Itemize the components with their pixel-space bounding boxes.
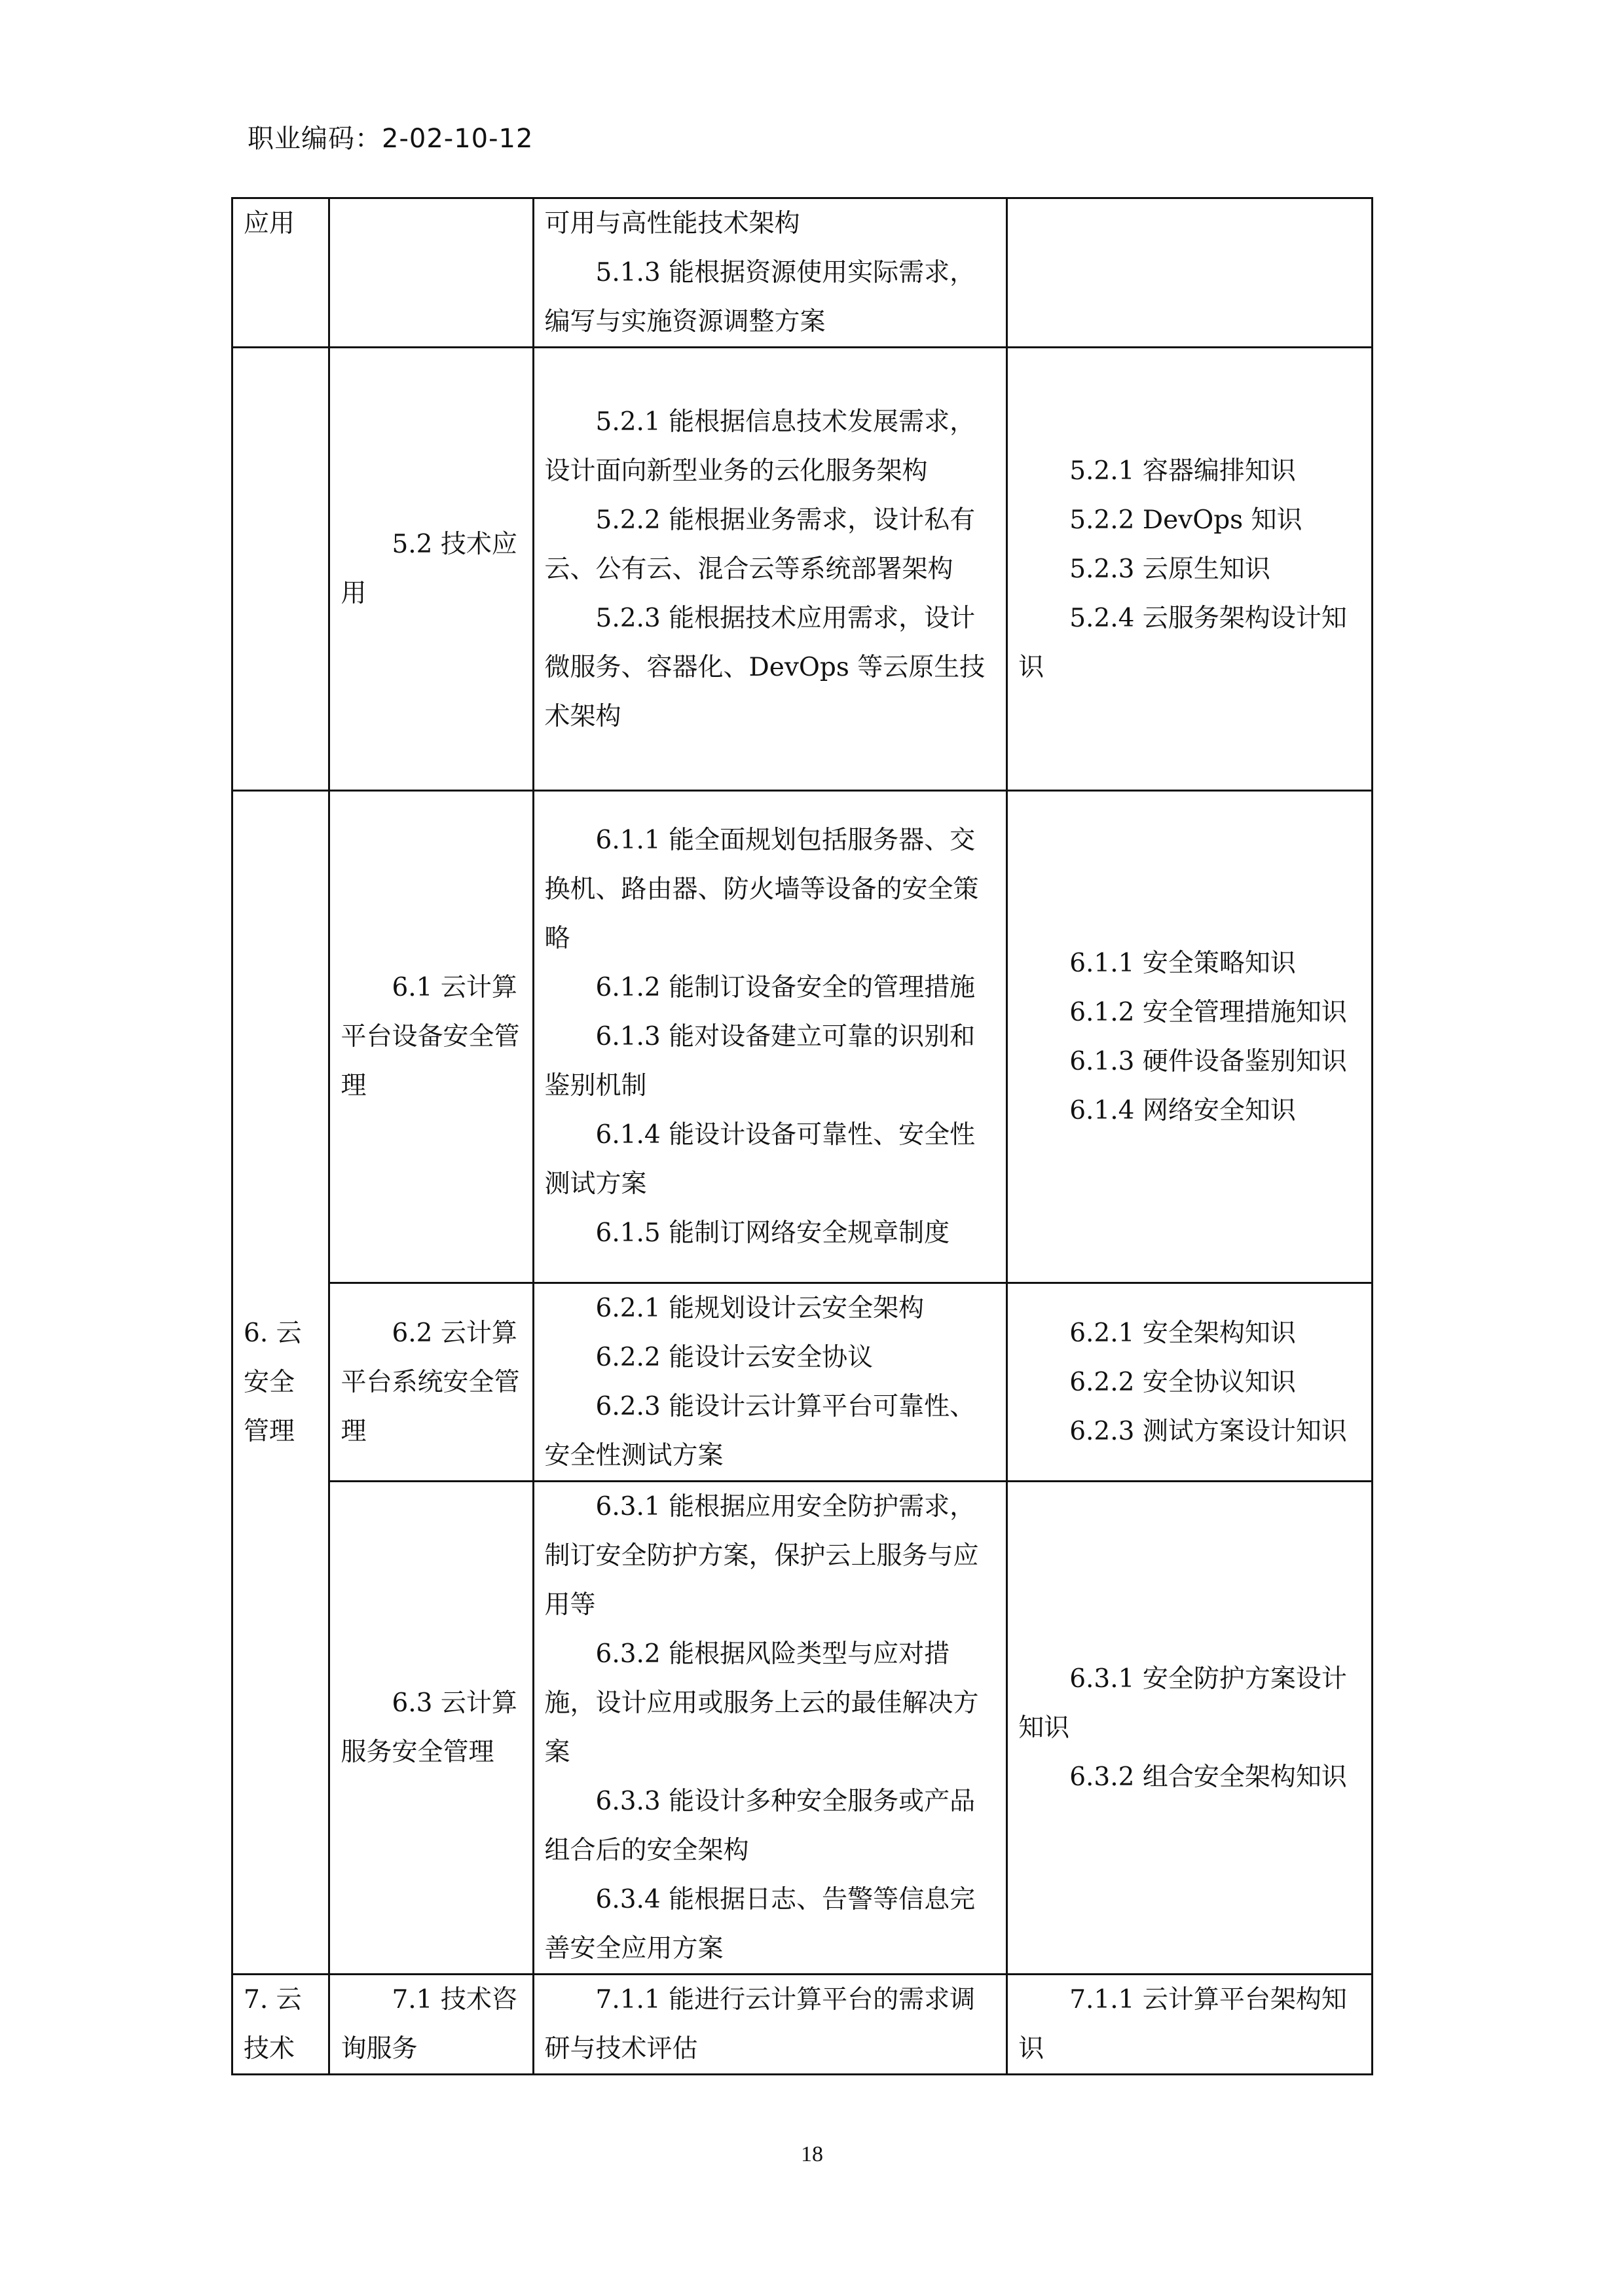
skill-item: 6.1.2 能制订设备安全的管理措施 — [595, 973, 976, 1002]
skill-item: 6.3.3 能设计多种安全服务或产品组合后的安全架构 — [544, 1787, 976, 1865]
knowledge-item: 5.2.4 云服务架构设计知识 — [1018, 603, 1347, 682]
knowledge-item: 5.2.2 DevOps 知识 — [1069, 505, 1302, 535]
work-content-cell — [329, 1482, 533, 1975]
knowledge-cell — [1007, 791, 1373, 1283]
table-row — [232, 348, 1373, 791]
knowledge-item: 5.2.1 容器编排知识 — [1069, 456, 1296, 486]
job-function-cell — [232, 791, 329, 1975]
work-content-label: 6.2 云计算平台系统安全管理 — [341, 1318, 520, 1446]
knowledge-item: 6.2.3 测试方案设计知识 — [1069, 1416, 1347, 1446]
job-function-cell — [232, 348, 329, 791]
skill-item: 7.1.1 能进行云计算平台的需求调研与技术评估 — [544, 1985, 976, 2064]
job-function-label: 6. 云安全管理 — [244, 1319, 302, 1446]
skill-item: 6.3.2 能根据风险类型与应对措施，设计应用或服务上云的最佳解决方案 — [544, 1639, 979, 1767]
knowledge-item: 5.2.3 云原生知识 — [1069, 554, 1270, 584]
table-row — [232, 791, 1373, 1283]
skill-item: 6.1.5 能制订网络安全规章制度 — [595, 1218, 950, 1248]
work-content-cell — [329, 348, 533, 791]
skill-requirements-cell — [533, 1482, 1007, 1975]
table-row — [232, 1283, 1373, 1482]
knowledge-item: 6.1.1 安全策略知识 — [1069, 948, 1296, 978]
knowledge-item: 6.1.4 网络安全知识 — [1069, 1095, 1296, 1125]
skill-item: 5.2.3 能根据技术应用需求，设计微服务、容器化、DevOps 等云原生技术架构 — [544, 603, 986, 731]
table-row — [232, 1975, 1373, 2075]
knowledge-item: 6.1.3 硬件设备鉴别知识 — [1069, 1046, 1347, 1076]
knowledge-cell — [1007, 198, 1373, 348]
work-content-label: 6.3 云计算服务安全管理 — [341, 1688, 517, 1767]
knowledge-item: 6.1.2 安全管理措施知识 — [1069, 997, 1347, 1027]
skill-item: 6.3.4 能根据日志、告警等信息完善安全应用方案 — [544, 1885, 976, 1963]
skill-item: 6.2.1 能规划设计云安全架构 — [595, 1294, 925, 1323]
work-content-cell — [329, 198, 533, 348]
knowledge-item: 6.3.1 安全防护方案设计知识 — [1018, 1664, 1347, 1743]
skill-item: 5.2.2 能根据业务需求，设计私有云、公有云、混合云等系统部署架构 — [544, 505, 976, 584]
skill-requirements-cell — [533, 1283, 1007, 1482]
work-content-cell — [329, 791, 533, 1283]
knowledge-item: 6.2.2 安全协议知识 — [1069, 1367, 1296, 1397]
skill-item: 6.2.3 能设计云计算平台可靠性、安全性测试方案 — [544, 1392, 976, 1470]
skill-item: 6.2.2 能设计云安全协议 — [595, 1343, 874, 1372]
skill-requirements-cell — [533, 348, 1007, 791]
skill-item: 5.2.1 能根据信息技术发展需求，设计面向新型业务的云化服务架构 — [544, 407, 976, 486]
knowledge-cell — [1007, 348, 1373, 791]
skill-item: 可用与高性能技术架构 — [544, 209, 800, 238]
job-function-label: 7. 云技术 — [244, 1985, 302, 2064]
skill-item: 6.3.1 能根据应用安全防护需求，制订安全防护方案，保护云上服务与应用等 — [544, 1492, 979, 1620]
work-content-cell — [329, 1975, 533, 2075]
skill-requirements-cell — [533, 1975, 1007, 2075]
table-row — [232, 198, 1373, 348]
work-content-label: 6.1 云计算平台设备安全管理 — [341, 973, 520, 1101]
job-function-cell — [232, 198, 329, 348]
knowledge-item: 6.3.2 组合安全架构知识 — [1069, 1762, 1347, 1792]
knowledge-item: 6.2.1 安全架构知识 — [1069, 1318, 1296, 1348]
job-function-label: 应用 — [244, 209, 295, 238]
work-content-label: 5.2 技术应用 — [341, 530, 517, 608]
table-row — [232, 1482, 1373, 1975]
skill-item: 6.1.3 能对设备建立可靠的识别和鉴别机制 — [544, 1022, 976, 1101]
skill-requirements-table — [231, 197, 1373, 2075]
knowledge-item: 7.1.1 云计算平台架构知识 — [1018, 1985, 1347, 2064]
skill-item: 6.1.1 能全面规划包括服务器、交换机、路由器、防火墙等设备的安全策略 — [544, 826, 979, 953]
skill-requirements-cell — [533, 198, 1007, 348]
page-number: 18 — [801, 2142, 823, 2166]
skill-item: 5.1.3 能根据资源使用实际需求，编写与实施资源调整方案 — [544, 258, 976, 337]
job-function-cell — [232, 1975, 329, 2075]
occupation-code: 职业编码：2-02-10-12 — [248, 124, 534, 154]
work-content-cell — [329, 1283, 533, 1482]
skill-item: 6.1.4 能设计设备可靠性、安全性测试方案 — [544, 1120, 976, 1199]
knowledge-cell — [1007, 1283, 1373, 1482]
work-content-label: 7.1 技术咨询服务 — [341, 1985, 517, 2064]
knowledge-cell — [1007, 1482, 1373, 1975]
knowledge-cell — [1007, 1975, 1373, 2075]
skill-requirements-cell — [533, 791, 1007, 1283]
